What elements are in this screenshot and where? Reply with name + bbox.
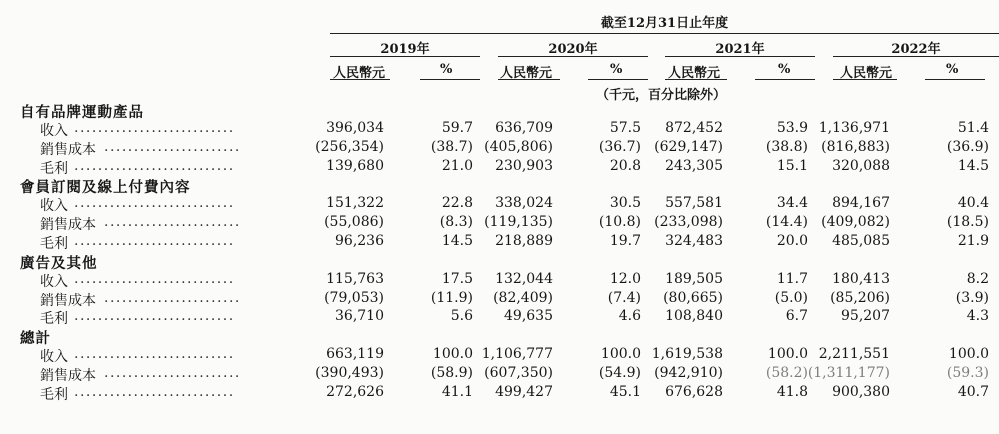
table-cell: 557,581 [665,195,723,212]
table-cell: 59.7 [441,120,473,136]
table-cell: 49,635 [504,308,553,325]
row-label [40,289,241,310]
table-cell: 22.8 [441,195,473,212]
table-cell: (119,135) [484,214,553,231]
table-cell: 11.7 [776,270,808,287]
col-amount-2022: 人民幣元 [840,66,893,81]
row-label [40,308,235,328]
year-rule-2022 [833,56,999,57]
row-label-text: 銷售成本 [40,292,96,309]
row-label [40,270,235,291]
leader-dots: ........................... [74,120,235,136]
table-cell: 243,305 [665,157,723,174]
leader-dots: ....................... [104,289,241,306]
table-cell: (405,806) [484,138,553,155]
col-amount-2021: 人民幣元 [668,66,721,81]
col-rule-2022a [833,79,897,80]
table-cell: 15.1 [776,157,808,174]
table-cell: 41.8 [776,383,808,400]
row-label [40,365,241,385]
table-cell: 676,628 [665,383,723,400]
table-cell: 230,903 [495,157,553,174]
table-cell: 324,483 [665,233,723,249]
row-label [40,138,241,159]
col-amount-2019: 人民幣元 [333,66,386,81]
table-cell: 636,709 [495,120,553,136]
col-rule-2021a [665,79,727,80]
table-cell: 21.0 [441,157,473,174]
table-cell: 900,380 [832,383,890,400]
table-cell: 663,119 [326,346,384,363]
table-cell: 272,626 [326,383,384,400]
row-label-text: 毛利 [40,311,68,328]
table-cell: (390,493) [315,365,384,381]
table-cell: 1,136,971 [818,120,890,136]
col-rule-2019a [330,79,390,80]
section-title: 總計 [20,330,51,348]
table-cell: (629,147) [654,138,723,155]
table-cell: 57.5 [609,120,641,136]
table-cell: (8.3) [439,214,473,231]
table-cell: (82,409) [493,289,553,306]
leader-dots: ....................... [104,138,241,155]
leader-dots: ........................... [74,157,235,174]
table-cell: (816,883) [821,138,890,155]
table-cell: 100.0 [948,346,989,363]
table-cell: 17.5 [441,270,473,287]
table-cell: 12.0 [609,270,641,287]
table-cell: 894,167 [832,195,890,212]
row-label [40,120,235,140]
table-cell: (10.8) [598,214,641,231]
col-amount-2020: 人民幣元 [500,66,553,81]
table-cell: 30.5 [609,195,641,212]
table-cell: 5.6 [450,308,473,325]
table-cell: (7.4) [607,289,641,306]
row-label-text: 毛利 [40,160,68,177]
col-rule-2022b [925,79,985,80]
table-cell: 115,763 [326,270,384,287]
table-cell: 51.4 [957,120,989,136]
table-cell: (233,098) [654,214,723,231]
table-cell: 21.9 [957,233,989,249]
leader-dots: ........................... [74,233,235,249]
table-cell: (36.9) [946,138,989,155]
table-cell: (59.3) [946,365,989,381]
row-label-text: 收入 [40,273,68,290]
table-cell: (85,206) [830,289,890,306]
table-cell: 95,207 [841,308,890,325]
col-rule-2020b [588,79,648,80]
section-title: 自有品牌運動產品 [20,104,144,121]
table-cell: (11.9) [430,289,473,306]
table-cell: (36.7) [598,138,641,155]
unit-note: （千元，百分比除外） [596,88,727,103]
row-label [40,383,235,404]
table-cell: 180,413 [832,270,890,287]
table-cell: 499,427 [495,383,553,400]
year-2020: 2020年 [548,42,598,57]
table-cell: 36,710 [335,308,384,325]
table-cell: (3.9) [955,289,989,306]
table-cell: (54.9) [598,365,641,381]
leader-dots: ....................... [104,365,241,381]
row-label [40,195,235,215]
row-label-text: 銷售成本 [40,141,96,158]
table-cell: (942,910) [654,365,723,381]
period-title: 截至12月31日止年度 [600,16,729,31]
leader-dots: ........................... [74,383,235,400]
leader-dots: ....................... [104,214,241,231]
year-2019: 2019年 [380,42,430,57]
table-cell: 872,452 [665,120,723,136]
table-cell: 132,044 [495,270,553,287]
row-label-text: 銷售成本 [40,368,96,384]
table-cell: 485,085 [832,233,890,249]
table-cell: 96,236 [335,233,384,249]
table-cell: 19.7 [609,233,641,249]
table-cell: 108,840 [665,308,723,325]
table-cell: 20.0 [776,233,808,249]
table-cell: (18.5) [946,214,989,231]
year-rule-2021 [665,56,815,57]
table-cell: 2,211,551 [818,346,890,363]
table-cell: 34.4 [776,195,808,212]
row-label-text: 銷售成本 [40,217,96,234]
table-cell: (79,053) [324,289,384,306]
table-cell: 139,680 [326,157,384,174]
table-cell: 100.0 [767,346,808,363]
period-rule [330,33,999,34]
table-cell: 45.1 [609,383,641,400]
col-pct-2021: % [778,62,791,77]
row-label-text: 收入 [40,123,68,139]
section-title: 會員訂閱及線上付費內容 [20,179,191,197]
table-cell: 189,505 [665,270,723,287]
table-cell: 218,889 [495,233,553,249]
table-cell: 320,088 [832,157,890,174]
row-label [40,214,241,234]
table-cell: 14.5 [441,233,473,249]
col-pct-2019: % [440,62,453,77]
table-cell: 100.0 [600,346,641,363]
row-label [40,157,235,178]
year-rule-2019 [330,56,480,57]
row-label [40,346,235,366]
leader-dots: ........................... [74,346,235,363]
table-cell: 1,106,777 [481,346,553,363]
table-cell: 338,024 [495,195,553,212]
table-cell: 396,034 [326,120,384,136]
table-cell: (1,311,177) [807,365,890,381]
row-label-text: 收入 [40,198,68,215]
section-title: 廣告及其他 [20,254,98,272]
row-label [40,233,235,253]
table-cell: 151,322 [326,195,384,212]
year-rule-2020 [498,56,648,57]
table-cell: (55,086) [324,214,384,231]
table-cell: 8.2 [966,270,989,287]
col-pct-2022: % [946,62,959,77]
table-cell: (80,665) [663,289,723,306]
table-cell: 20.8 [609,157,641,174]
table-cell: 1,619,538 [651,346,723,363]
col-rule-2019b [420,79,480,80]
col-rule-2020a [498,79,560,80]
col-rule-2021b [755,79,815,80]
table-cell: 40.7 [957,383,989,400]
leader-dots: ........................... [74,308,235,325]
table-cell: 14.5 [957,157,989,174]
table-cell: 41.1 [441,383,473,400]
table-cell: (58.2) [765,365,808,381]
row-label-text: 毛利 [40,236,68,252]
leader-dots: ........................... [74,270,235,287]
table-cell: (58.9) [430,365,473,381]
table-cell: 4.6 [618,308,641,325]
year-2022: 2022年 [891,42,941,57]
table-cell: (14.4) [765,214,808,231]
leader-dots: ........................... [74,195,235,212]
table-cell: (256,354) [315,138,384,155]
table-cell: (5.0) [774,289,808,306]
year-2021: 2021年 [715,42,765,57]
table-cell: (38.7) [430,138,473,155]
col-pct-2020: % [610,62,623,77]
table-cell: 100.0 [432,346,473,363]
table-cell: 53.9 [776,120,808,136]
row-label-text: 收入 [40,349,68,366]
table-cell: 40.4 [957,195,989,212]
table-cell: (38.8) [765,138,808,155]
table-cell: (607,350) [484,365,553,381]
row-label-text: 毛利 [40,386,68,403]
table-cell: 6.7 [785,308,808,325]
table-cell: (409,082) [821,214,890,231]
table-cell: 4.3 [966,308,989,325]
